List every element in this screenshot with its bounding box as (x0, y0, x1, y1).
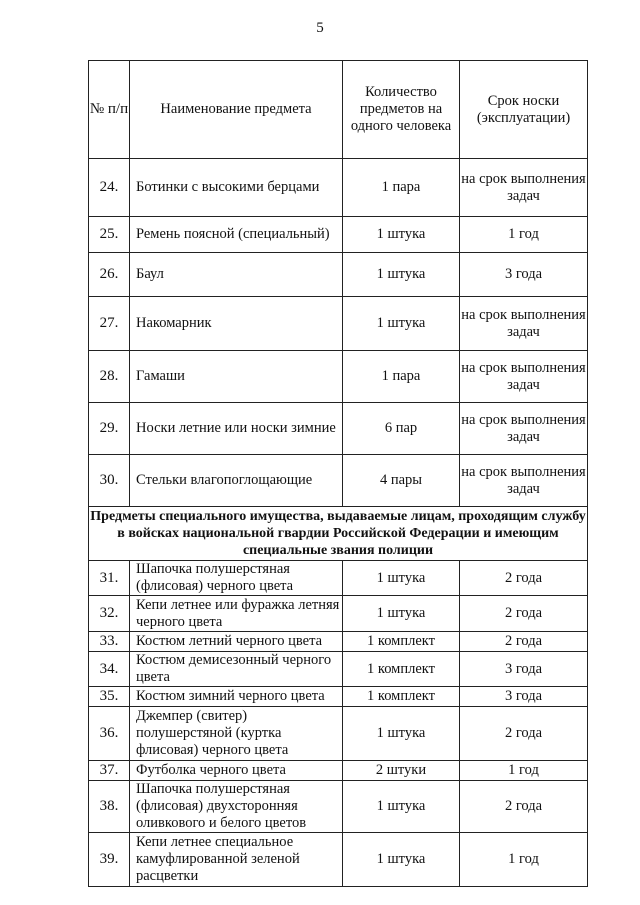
row-name: Носки летние или носки зимние (130, 403, 343, 455)
row-name: Кепи летнее или фуражка летняя черного цвета (130, 596, 343, 632)
row-qty: 1 пара (343, 159, 460, 217)
row-term: 2 года (460, 561, 588, 596)
row-qty: 4 пары (343, 455, 460, 507)
row-term: 3 года (460, 253, 588, 297)
row-num: 27. (89, 297, 130, 351)
table-row (89, 159, 588, 217)
table-row (89, 403, 588, 455)
row-name: Гамаши (130, 351, 343, 403)
row-name: Ремень поясной (специальный) (130, 217, 343, 253)
row-name: Шапочка полушерстяная (флисовая) черного цвета (130, 561, 343, 596)
table-row (89, 297, 588, 351)
table-row (89, 687, 588, 707)
table-row (89, 707, 588, 761)
row-qty: 1 штука (343, 217, 460, 253)
row-name: Стельки влагопоглощающие (130, 455, 343, 507)
row-num: 39. (89, 833, 130, 887)
row-name: Футболка черного цвета (130, 761, 343, 781)
row-qty: 1 штука (343, 297, 460, 351)
row-num: 35. (89, 687, 130, 707)
row-term: 2 года (460, 707, 588, 761)
row-term: на срок выполнения задач (460, 403, 588, 455)
row-term: на срок выполнения задач (460, 159, 588, 217)
row-qty: 1 пара (343, 351, 460, 403)
row-qty: 1 штука (343, 561, 460, 596)
row-num: 36. (89, 707, 130, 761)
row-name: Накомарник (130, 297, 343, 351)
row-qty: 1 штука (343, 833, 460, 887)
row-num: 25. (89, 217, 130, 253)
row-num: 24. (89, 159, 130, 217)
items-table (88, 60, 588, 887)
row-num: 32. (89, 596, 130, 632)
row-term: 1 год (460, 217, 588, 253)
section-header-row (89, 507, 588, 561)
row-name: Костюм демисезонный черного цвета (130, 652, 343, 687)
table-row (89, 833, 588, 887)
row-num: 33. (89, 632, 130, 652)
header-term: Срок носки (эксплуатации) (460, 61, 588, 159)
table-row (89, 253, 588, 297)
row-name: Джемпер (свитер) полушерстяной (куртка флисовая) черного цвета (130, 707, 343, 761)
row-name: Ботинки с высокими берцами (130, 159, 343, 217)
table-row (89, 652, 588, 687)
row-name: Баул (130, 253, 343, 297)
row-num: 37. (89, 761, 130, 781)
header-qty: Количество предметов на одного человека (343, 61, 460, 159)
row-term: на срок выполнения задач (460, 297, 588, 351)
table-header-row (89, 61, 588, 159)
row-term: 2 года (460, 781, 588, 833)
row-term: на срок выполнения задач (460, 351, 588, 403)
row-num: 38. (89, 781, 130, 833)
row-name: Костюм зимний черного цвета (130, 687, 343, 707)
table-row (89, 217, 588, 253)
row-num: 28. (89, 351, 130, 403)
row-qty: 1 штука (343, 707, 460, 761)
row-qty: 6 пар (343, 403, 460, 455)
row-qty: 1 комплект (343, 687, 460, 707)
row-num: 30. (89, 455, 130, 507)
table-row (89, 781, 588, 833)
row-name: Костюм летний черного цвета (130, 632, 343, 652)
row-num: 29. (89, 403, 130, 455)
row-qty: 1 комплект (343, 652, 460, 687)
row-term: 1 год (460, 833, 588, 887)
table-row (89, 455, 588, 507)
row-qty: 2 штуки (343, 761, 460, 781)
table-row (89, 596, 588, 632)
row-num: 26. (89, 253, 130, 297)
row-qty: 1 комплект (343, 632, 460, 652)
row-num: 31. (89, 561, 130, 596)
row-term: на срок выполнения задач (460, 455, 588, 507)
row-qty: 1 штука (343, 596, 460, 632)
row-term: 2 года (460, 632, 588, 652)
row-term: 3 года (460, 687, 588, 707)
page-number: 5 (316, 20, 324, 36)
row-num: 34. (89, 652, 130, 687)
header-num: № п/п (89, 61, 130, 159)
row-name: Шапочка полушерстяная (флисовая) двухсторонняя оливкового и белого цветов (130, 781, 343, 833)
row-qty: 1 штука (343, 253, 460, 297)
section-title: Предметы специального имущества, выдаваемые лицам, проходящим службу в войсках национальной гвардии Российской Федерации и имеющим специальные звания полиции (89, 507, 588, 561)
header-name: Наименование предмета (130, 61, 343, 159)
table-row (89, 761, 588, 781)
row-term: 3 года (460, 652, 588, 687)
row-term: 2 года (460, 596, 588, 632)
table-row (89, 561, 588, 596)
table-row (89, 351, 588, 403)
table-row (89, 632, 588, 652)
row-term: 1 год (460, 761, 588, 781)
row-qty: 1 штука (343, 781, 460, 833)
row-name: Кепи летнее специальное камуфлированной зеленой расцветки (130, 833, 343, 887)
